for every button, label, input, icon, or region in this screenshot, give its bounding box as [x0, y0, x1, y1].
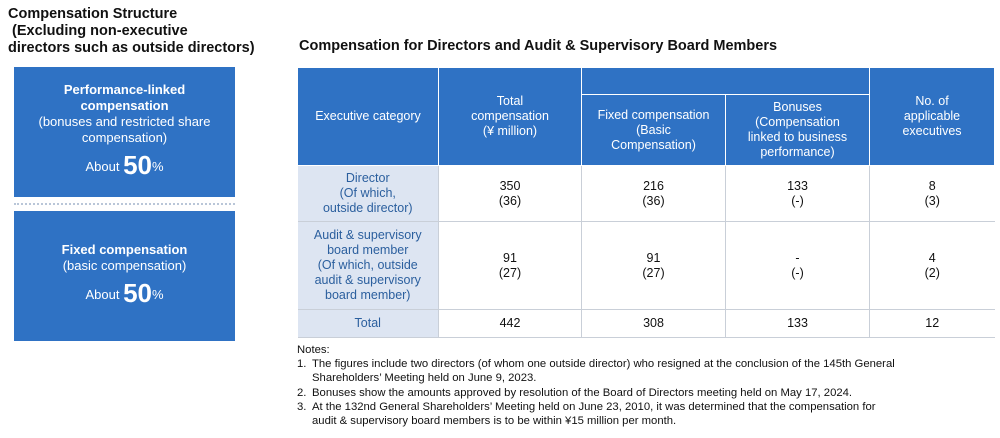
total-bonus: 133 [726, 310, 870, 338]
cell-fixed: 216 (36) [582, 166, 726, 222]
share-value: 50 [123, 150, 152, 180]
header-fixed: Fixed compensation (Basic Compensation) [582, 95, 726, 166]
cell-bonus: 133 (-) [726, 166, 870, 222]
share-unit: % [151, 287, 164, 302]
note-number: 1. [297, 358, 307, 371]
note-item [297, 357, 997, 385]
note-item [297, 386, 997, 400]
box-divider [14, 203, 235, 205]
about-label: About [85, 159, 120, 174]
perf-desc-line: compensation) [81, 130, 168, 145]
perf-desc-line: (bonuses and restricted share [38, 114, 211, 129]
title-line: Compensation Structure [8, 6, 178, 22]
cell-count: 4 (2) [870, 222, 995, 310]
notes-heading: Notes: [297, 344, 330, 356]
table-title: Compensation for Directors and Audit & Supervisory Board Members [299, 38, 778, 54]
note-text: Bonuses show the amounts approved by resolution of the Board of Directors meeting held on May 17, 2024. [312, 386, 853, 399]
total-total: 442 [439, 310, 582, 338]
header-bonus: Bonuses (Compensation linked to business performance) [726, 95, 870, 166]
note-number: 3. [297, 400, 307, 413]
table-row [298, 222, 995, 310]
total-fixed: 308 [582, 310, 726, 338]
note-text: The figures include two directors (of whom one outside director) who resigned at the conclusion of the 145th General Shareholders’ Meeting held on June 9, 2023. [312, 358, 895, 385]
cell-total: 91 (27) [439, 222, 582, 310]
cell-bonus: - (-) [726, 222, 870, 310]
header-category: Executive category [298, 68, 439, 166]
perf-share [14, 152, 235, 180]
header-total: Total compensation (¥ million) [439, 68, 582, 166]
compensation-structure-title [8, 6, 283, 57]
total-label: Total [298, 310, 439, 338]
row-category: Audit & supervisory board member (Of which, outside audit & supervisory board member) [298, 222, 439, 310]
fixed-desc: (basic compensation) [62, 258, 187, 273]
note-number: 2. [297, 386, 307, 399]
title-line: (Excluding non-executive [8, 23, 188, 39]
note-item [297, 400, 997, 428]
note-text: At the 132nd General Shareholders’ Meeting held on June 23, 2010, it was determined that the compensation for audit & supervisory board members is to be within ¥15 million per month. [312, 400, 876, 428]
row-category: Director (Of which, outside director) [298, 166, 439, 222]
header-row [298, 68, 995, 95]
cell-fixed: 91 (27) [582, 222, 726, 310]
header-breakdown [582, 68, 870, 95]
fixed-compensation-box [14, 211, 235, 341]
about-label: About [85, 287, 120, 302]
notes-section [297, 343, 997, 428]
cell-count: 8 (3) [870, 166, 995, 222]
total-row [298, 310, 995, 338]
perf-title-line: compensation [80, 98, 169, 113]
fixed-title: Fixed compensation [61, 242, 188, 257]
perf-title-line: Performance-linked [63, 82, 186, 97]
header-count: No. of applicable executives [870, 68, 995, 166]
total-count: 12 [870, 310, 995, 338]
share-value: 50 [123, 278, 152, 308]
fixed-share [14, 280, 235, 308]
title-line: directors such as outside directors) [8, 40, 255, 56]
cell-total: 350 (36) [439, 166, 582, 222]
share-unit: % [151, 159, 164, 174]
table-row [298, 166, 995, 222]
compensation-table [297, 67, 995, 338]
performance-linked-box [14, 67, 235, 197]
